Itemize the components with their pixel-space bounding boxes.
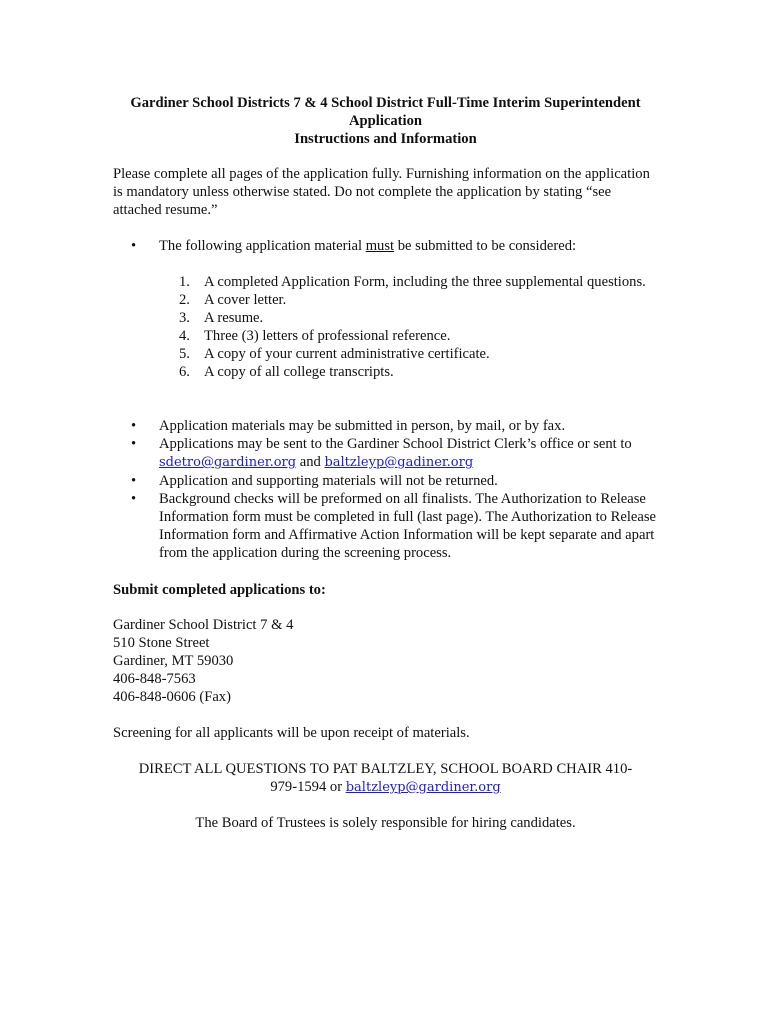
list-item-text: A copy of your current administrative certificate.	[204, 346, 490, 362]
bullet-icon: •	[131, 491, 137, 507]
required-materials-bullet	[113, 237, 658, 255]
bullet-icon: •	[131, 418, 137, 434]
note-text: Background checks will be preformed on all finalists. The Authorization to Release Information form must be completed in full (last page). The Authorization to Release Information form and Affirmative Action Information will be kept separate and apart from the application during the screening process.	[159, 491, 656, 561]
document-title	[113, 94, 658, 148]
materials-emphasis: must	[365, 238, 395, 254]
note-text: Application materials may be submitted in person, by mail, or by fax.	[159, 418, 566, 434]
email-link-baltzleyp[interactable]: baltzleyp@gadiner.org	[324, 455, 474, 470]
note-text: Applications may be sent to the Gardiner School District Clerk’s office or sent to	[159, 436, 632, 452]
submit-heading: Submit completed applications to:	[113, 582, 326, 598]
required-materials-section	[113, 237, 658, 381]
email-link-sdetro[interactable]: sdetro@gardiner.org	[159, 455, 297, 470]
list-item-number: 3.	[179, 310, 190, 326]
bullet-icon: •	[131, 238, 137, 254]
note-item	[113, 435, 658, 472]
submission-notes	[113, 417, 658, 562]
materials-text-before: The following application material	[159, 238, 366, 254]
list-item	[113, 309, 658, 327]
list-item-text: A copy of all college transcripts.	[204, 364, 394, 380]
fax-number: 406-848-0606 (Fax)	[113, 689, 231, 705]
screening-note: Screening for all applicants will be upon receipt of materials.	[113, 725, 470, 741]
list-item	[113, 273, 658, 291]
list-item	[113, 363, 658, 381]
email-link-chair[interactable]: baltzleyp@gardiner.org	[345, 780, 501, 795]
list-item-number: 4.	[179, 328, 190, 344]
intro-paragraph: Please complete all pages of the application fully. Furnishing information on the application is mandatory unless otherwise stated. Do not complete the application by stating “see attached resume.”	[113, 166, 650, 218]
list-item-number: 1.	[179, 274, 190, 290]
materials-text-after: be submitted to be considered:	[394, 238, 577, 254]
bullet-icon: •	[131, 473, 137, 489]
list-item-text: A completed Application Form, including the three supplemental questions.	[204, 274, 646, 290]
note-item	[113, 472, 658, 490]
title-line-2: Application	[349, 113, 422, 129]
questions-phone: 979-1594 or	[270, 779, 346, 795]
bullet-icon: •	[131, 436, 137, 452]
title-line-3: Instructions and Information	[294, 131, 477, 147]
list-item	[113, 291, 658, 309]
list-item	[113, 345, 658, 363]
title-line-1: Gardiner School Districts 7 & 4 School District Full-Time Interim Superintendent	[130, 95, 641, 111]
list-item-text: A resume.	[204, 310, 264, 326]
district-name: Gardiner School District 7 & 4	[113, 617, 294, 633]
questions-line-1: DIRECT ALL QUESTIONS TO PAT BALTZLEY, SCHOOL BOARD CHAIR 410-	[138, 761, 633, 777]
submit-address	[113, 616, 658, 706]
link-separator: and	[296, 454, 325, 470]
questions-contact	[113, 760, 658, 797]
note-text: Application and supporting materials will not be returned.	[159, 473, 498, 489]
list-item-text: A cover letter.	[204, 292, 287, 308]
note-item	[113, 490, 658, 562]
board-statement: The Board of Trustees is solely responsible for hiring candidates.	[195, 815, 576, 831]
street-address: 510 Stone Street	[113, 635, 210, 651]
list-item-number: 2.	[179, 292, 190, 308]
list-item-text: Three (3) letters of professional reference.	[204, 328, 451, 344]
list-item-number: 5.	[179, 346, 190, 362]
list-item	[113, 327, 658, 345]
list-item-number: 6.	[179, 364, 190, 380]
questions-line-2	[113, 778, 658, 797]
materials-list	[113, 273, 658, 381]
city-state-zip: Gardiner, MT 59030	[113, 653, 234, 669]
note-item	[113, 417, 658, 435]
phone-number: 406-848-7563	[113, 671, 196, 687]
